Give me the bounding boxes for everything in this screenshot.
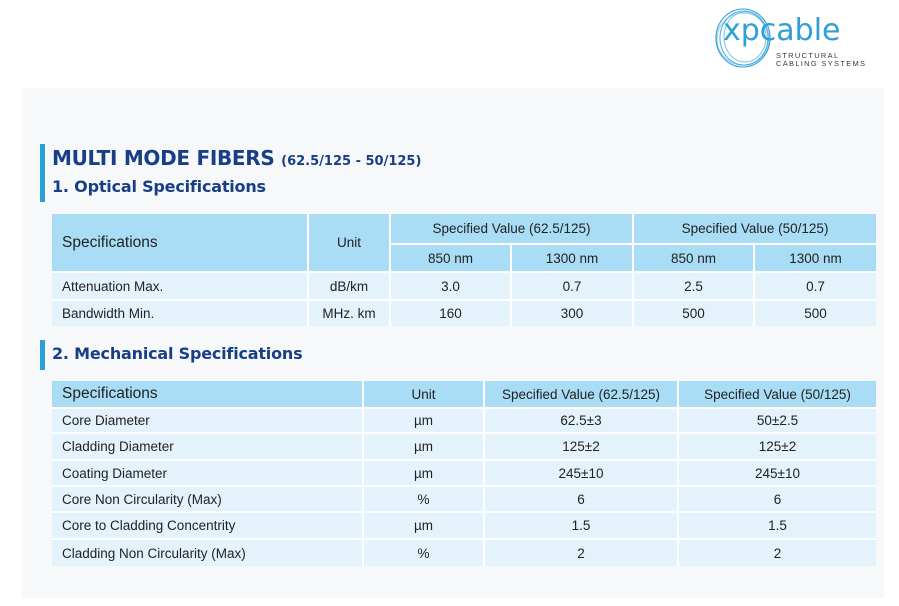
page-title-sub: (62.5/125 - 50/125) xyxy=(281,154,422,169)
mech-header-spec: Specifications xyxy=(52,381,363,408)
mech-header-col2: Specified Value (50/125) xyxy=(678,381,876,408)
row-name: Core Non Circularity (Max) xyxy=(52,486,363,512)
row-value: 125±2 xyxy=(484,433,678,460)
page-title-main: MULTI MODE FIBERS xyxy=(52,146,275,170)
row-name: Core to Cladding Concentrity xyxy=(52,512,363,539)
optical-header-wl: 850 nm xyxy=(390,244,511,272)
row-value: 1.5 xyxy=(484,512,678,539)
row-value: 50±2.5 xyxy=(678,408,876,433)
table-row xyxy=(52,486,876,512)
row-value: 2.5 xyxy=(633,272,754,300)
row-value: 125±2 xyxy=(678,433,876,460)
optical-header-group2: Specified Value (50/125) xyxy=(633,214,876,244)
optical-header-wl: 1300 nm xyxy=(511,244,633,272)
row-value: 0.7 xyxy=(511,272,633,300)
mechanical-spec-table xyxy=(52,381,876,566)
page-title xyxy=(52,146,421,170)
table-row xyxy=(52,433,876,460)
optical-header-spec: Specifications xyxy=(52,214,308,272)
row-value: 3.0 xyxy=(390,272,511,300)
row-value: 1.5 xyxy=(678,512,876,539)
row-name: Bandwidth Min. xyxy=(52,300,308,326)
logo-tagline xyxy=(776,52,876,68)
table-row xyxy=(52,512,876,539)
table-row xyxy=(52,539,876,566)
row-value: 6 xyxy=(678,486,876,512)
row-name: Cladding Non Circularity (Max) xyxy=(52,539,363,566)
row-unit: % xyxy=(363,539,484,566)
row-unit: µm xyxy=(363,460,484,486)
optical-spec-table xyxy=(52,214,876,326)
row-value: 245±10 xyxy=(484,460,678,486)
row-value: 62.5±3 xyxy=(484,408,678,433)
row-value: 2 xyxy=(484,539,678,566)
brand-logo xyxy=(713,6,881,70)
logo-wordmark: xpcable xyxy=(723,13,841,48)
logo-tagline-line2: CABLING SYSTEMS xyxy=(776,59,867,68)
optical-heading: 1. Optical Specifications xyxy=(52,177,266,196)
row-name: Core Diameter xyxy=(52,408,363,433)
logo-tagline-line1: STRUCTURAL xyxy=(776,51,840,60)
optical-header-wl: 1300 nm xyxy=(754,244,876,272)
row-value: 245±10 xyxy=(678,460,876,486)
row-value: 0.7 xyxy=(754,272,876,300)
row-value: 500 xyxy=(754,300,876,326)
row-value: 160 xyxy=(390,300,511,326)
row-unit: µm xyxy=(363,433,484,460)
row-value: 6 xyxy=(484,486,678,512)
row-unit: µm xyxy=(363,512,484,539)
row-unit: dB/km xyxy=(308,272,390,300)
row-name: Coating Diameter xyxy=(52,460,363,486)
mechanical-accent-bar xyxy=(40,340,45,370)
mech-header-unit: Unit xyxy=(363,381,484,408)
row-value: 2 xyxy=(678,539,876,566)
table-row xyxy=(52,408,876,433)
optical-header-group1: Specified Value (62.5/125) xyxy=(390,214,633,244)
row-name: Cladding Diameter xyxy=(52,433,363,460)
row-name: Attenuation Max. xyxy=(52,272,308,300)
row-value: 500 xyxy=(633,300,754,326)
optical-header-wl: 850 nm xyxy=(633,244,754,272)
row-value: 300 xyxy=(511,300,633,326)
table-row xyxy=(52,272,876,300)
row-unit: % xyxy=(363,486,484,512)
row-unit: MHz. km xyxy=(308,300,390,326)
table-row xyxy=(52,300,876,326)
mechanical-heading: 2. Mechanical Specifications xyxy=(52,344,303,363)
optical-header-unit: Unit xyxy=(308,214,390,272)
row-unit: µm xyxy=(363,408,484,433)
table-row xyxy=(52,460,876,486)
mech-header-col1: Specified Value (62.5/125) xyxy=(484,381,678,408)
title-accent-bar xyxy=(40,144,45,202)
